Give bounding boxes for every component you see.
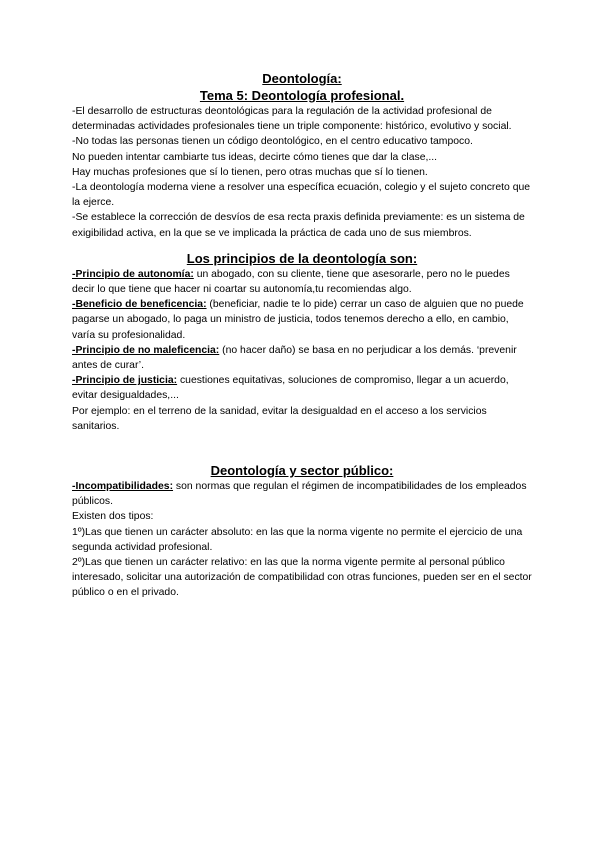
type-1-paragraph: 1º)Las que tienen un carácter absoluto: en las que la norma vigente no permite el ejercicio de una segunda actividad profesional. [72,526,523,553]
intro-paragraph-1: -El desarrollo de estructuras deontológicas para la regulación de la actividad profesional de determinadas actividades profesionales tiene un triple componente: histórico, evolutivo y social. [72,106,512,133]
principle-justice [72,373,532,403]
principle-label: -Beneficio de beneficencia: [72,299,207,311]
principle-text: (no hacer daño) se basa en no perjudicar a los demás. ‘prevenir antes de curar’. [72,344,517,372]
principle-text: cuestiones equitativas, soluciones de compromiso, llegar a un acuerdo, evitar desigualdades,... [72,375,509,402]
principle-autonomy [72,267,532,297]
intro-paragraph-4: Hay muchas profesiones que sí lo tienen, pero otras muchas que sí lo tienen. [72,166,428,178]
type-2-paragraph: 2º)Las que tienen un carácter relativo: en las que la norma vigente permite al personal público interesado, solicitar una autorización de compatibilidad con otras funciones, pueden ser en el sector público o en el privado. [72,557,532,599]
principle-text: (beneficiar, nadie te lo pide) cerrar un caso de alguien que no puede pagarse un abogado, lo paga un ministro de justicia, todos tenemos derecho a ello, en cambio, varía su profesionalidad. [72,299,524,341]
document-page [72,70,532,601]
principle-label: -Principio de autonomía: [72,268,194,280]
incompatibilities-label: -Incompatibilidades: [72,481,174,493]
intro-paragraph-3: No pueden intentar cambiarte tus ideas, decirte cómo tienes que dar la clase,... [72,151,438,163]
principle-text: un abogado, con su cliente, tiene que asesorarle, pero no le puedes decir lo que tiene que hacer ni coartar su autonomía,tu recomiendas algo. [72,268,510,296]
principle-beneficence [72,297,532,343]
types-intro: Existen dos tipos: [72,511,154,523]
principle-label: -Principio de justicia: [72,375,178,387]
intro-paragraph-5: -La deontología moderna viene a resolver una específica ecuación, colegio y el sujeto concreto que la ejerce. [72,182,531,209]
public-sector-heading: Deontología y sector público: [210,463,394,479]
principle-non-maleficence [72,343,532,373]
incompatibilities-text: son normas que regulan el régimen de incompatibilidades de los empleados públicos. [72,481,527,508]
incompatibilities-paragraph [72,479,532,509]
topic-title: Tema 5: Deontología profesional. [199,88,405,103]
principle-label: -Principio de no maleficencia: [72,344,220,356]
example-paragraph: Por ejemplo: en el terreno de la sanidad, evitar la desigualdad en el acceso a los servicios sanitarios. [72,405,487,432]
document-title: Deontología: [262,71,342,86]
intro-paragraph-2: -No todas las personas tienen un código deontológico, en el centro educativo tampoco. [72,136,473,148]
intro-paragraph-6: -Se establece la corrección de desvíos de esa recta praxis definida previamente: es un sistema de exigibilidad activa, en la que se ve implicada la práctica de cada uno de sus miembros. [72,212,525,239]
principles-heading: Los principios de la deontología son: [186,250,418,266]
